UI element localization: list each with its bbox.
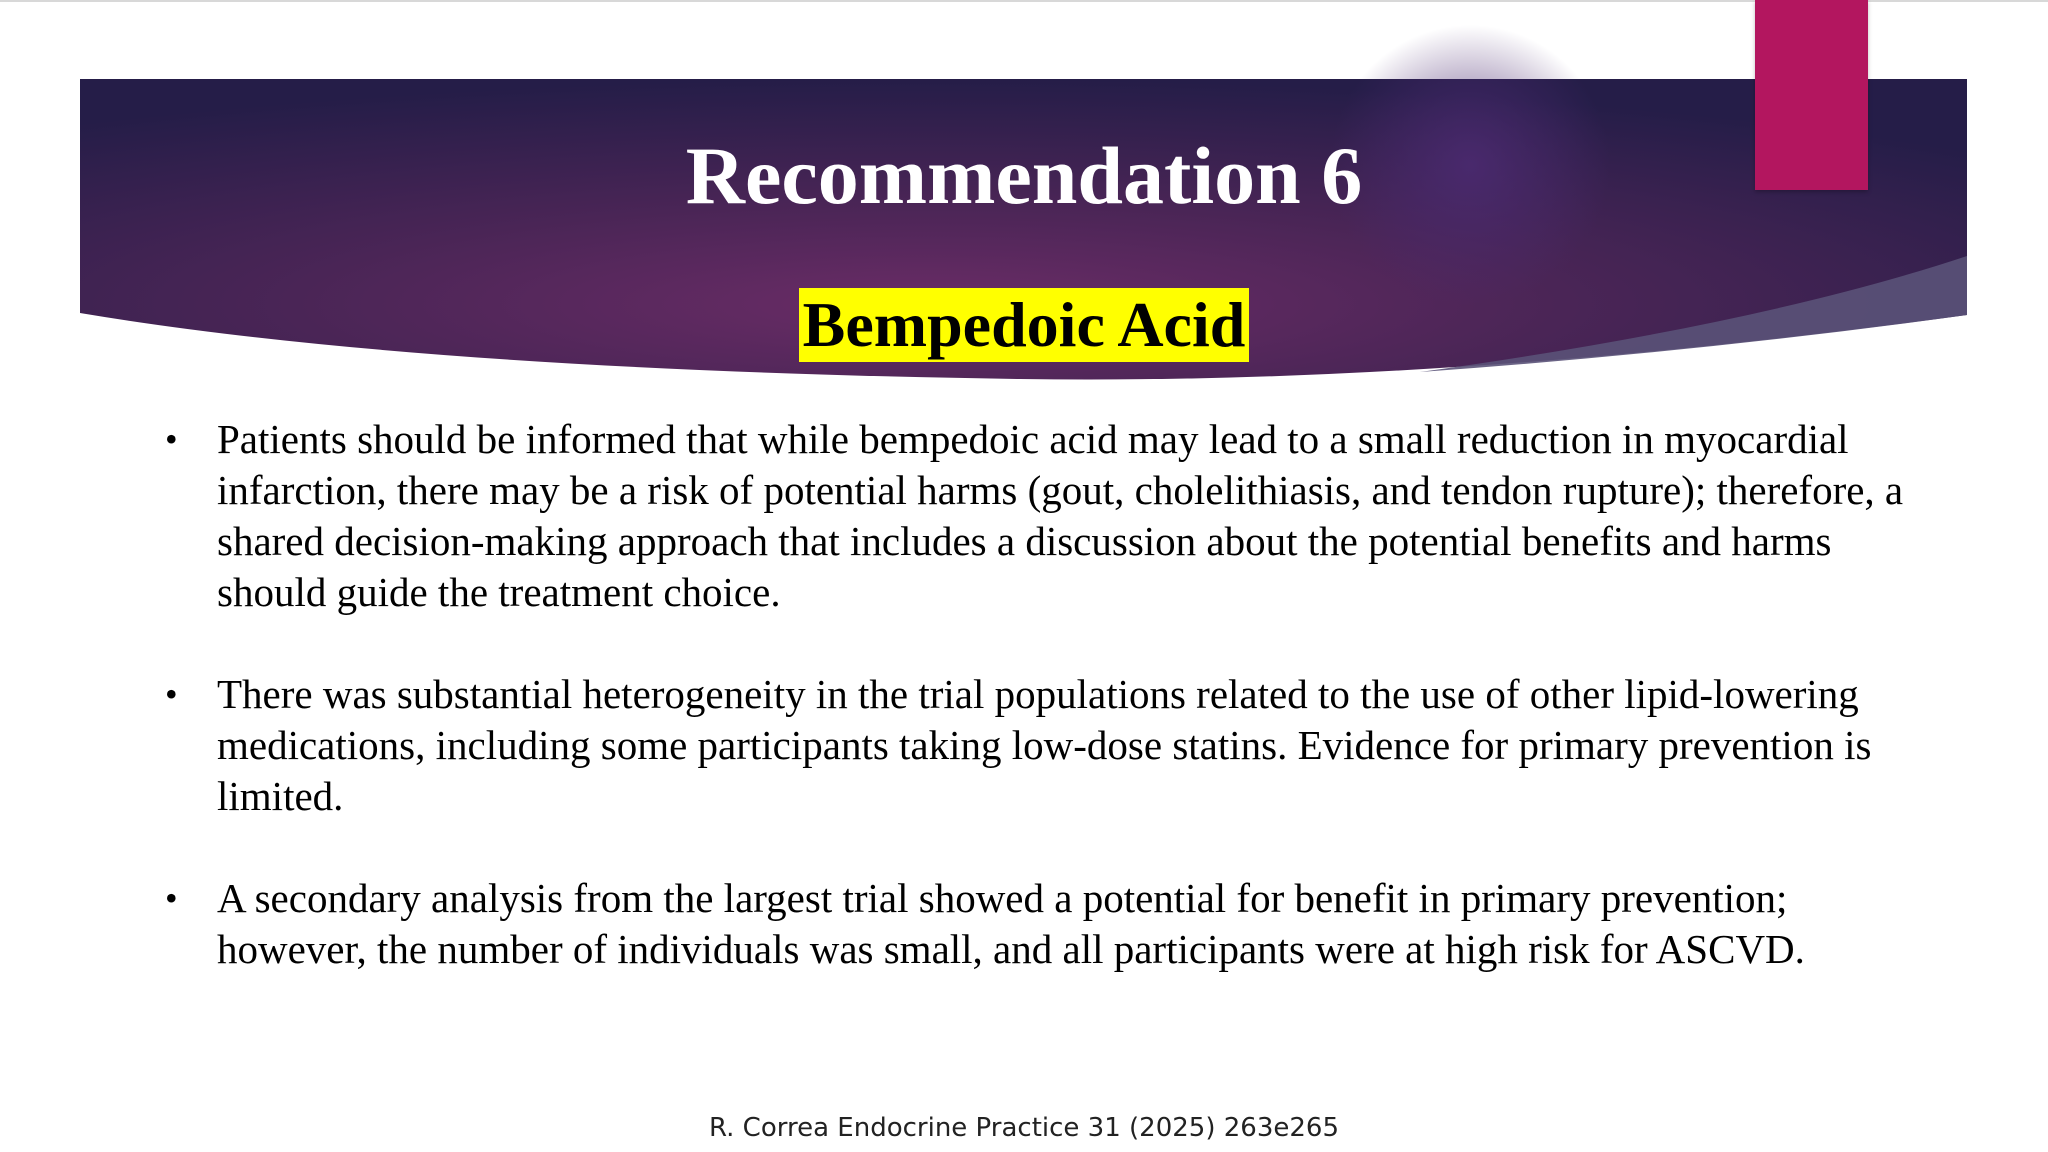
bullet-text: A secondary analysis from the largest trial showed a potential for benefit in primary prevention; however, the number of individuals was small, and all participants were at high risk for ASCVD. [217, 875, 1805, 972]
bullet-text: There was substantial heterogeneity in the trial populations related to the use of other lipid-lowering medications, including some participants taking low-dose statins. Evidence for primary prevention is limited. [217, 671, 1872, 819]
highlighted-subtitle: Bempedoic Acid [799, 288, 1250, 362]
slide-title: Recommendation 6 [685, 130, 1363, 221]
bullet-icon: • [165, 419, 178, 459]
bullet-list [165, 414, 1945, 1026]
bullet-text: Patients should be informed that while bempedoic acid may lead to a small reduction in myocardial infarction, there may be a risk of potential harms (gout, cholelithiasis, and tendon rupture); therefore, a shared decision-making approach that includes a discussion about the potential benefits and harms should guide the treatment choice. [217, 416, 1904, 615]
bullet-icon: • [165, 674, 178, 714]
bullet-icon: • [165, 878, 178, 918]
bullet-item [165, 873, 1945, 975]
bullet-item [165, 669, 1945, 822]
bullet-item [165, 414, 1945, 618]
citation: R. Correa Endocrine Practice 31 (2025) 263e265 [709, 1113, 1339, 1143]
subtitle-container [0, 288, 2048, 362]
